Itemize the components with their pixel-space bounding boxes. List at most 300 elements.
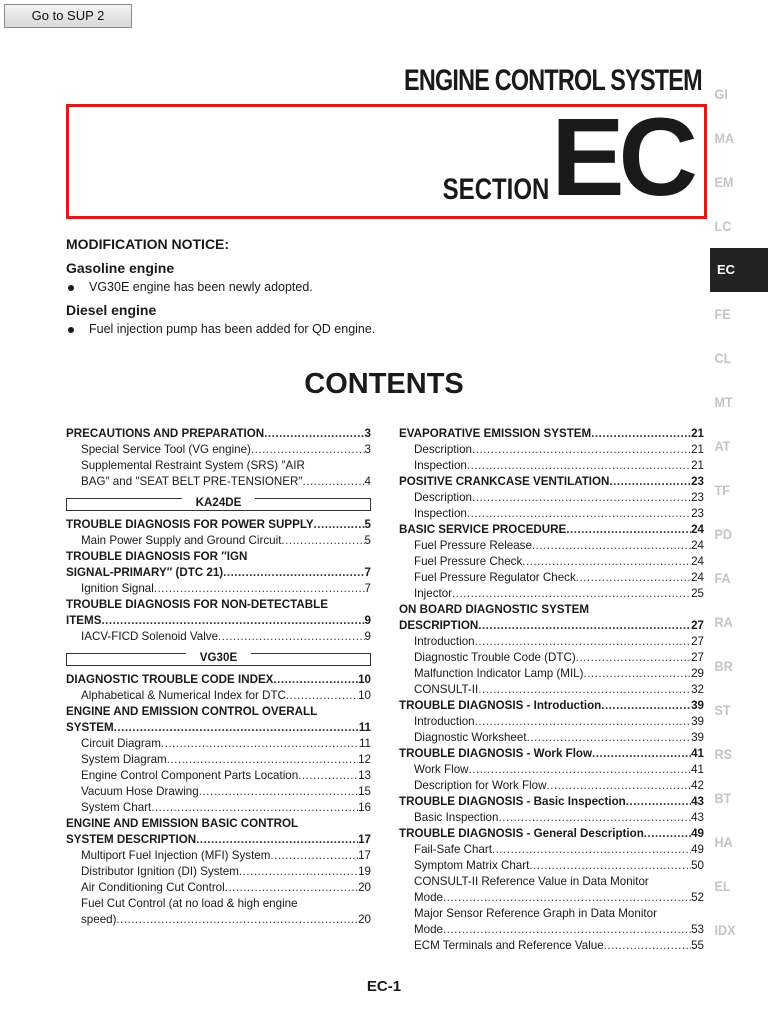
dot-leader (547, 778, 692, 794)
toc-title: Air Conditioning Cut Control (81, 881, 225, 894)
tab-gi[interactable]: GI (714, 86, 728, 102)
toc-title: Ignition Signal (81, 582, 154, 595)
toc-page: 20 (358, 881, 371, 894)
toc-heading[interactable] (399, 522, 704, 538)
toc-row (414, 810, 704, 826)
toc-page: 17 (358, 833, 371, 846)
toc-row (81, 848, 371, 864)
toc-page: 9 (364, 614, 371, 627)
notice-item: Fuel injection pump has been added for QD engine. (89, 322, 376, 336)
contents-heading: CONTENTS (304, 368, 464, 400)
dot-leader (273, 672, 358, 688)
engine-divider (66, 498, 371, 512)
toc-row (399, 618, 704, 634)
toc-row (399, 794, 704, 810)
toc-heading[interactable] (66, 549, 371, 565)
tab-el[interactable]: EL (714, 878, 731, 894)
toc-row (414, 778, 704, 794)
toc-row (66, 549, 371, 565)
toc-title: SYSTEM DESCRIPTION (66, 833, 197, 846)
toc-page: 27 (691, 651, 704, 664)
toc-row (66, 672, 371, 688)
divider-label: VG30E (186, 651, 251, 664)
toc-entry[interactable] (399, 650, 704, 666)
toc-title: TROUBLE DIAGNOSIS FOR NON-DETECTABLE (66, 598, 328, 611)
tab-st[interactable]: ST (714, 702, 731, 718)
dot-leader (443, 890, 691, 906)
dot-leader (478, 682, 691, 698)
dot-leader (452, 586, 691, 602)
toc-entry[interactable] (399, 458, 704, 474)
toc-row (81, 474, 371, 490)
toc-title: CONSULT-II Reference Value in Data Monitor (414, 875, 649, 888)
tab-ec[interactable]: EC (710, 248, 768, 292)
toc-entry[interactable] (66, 896, 371, 912)
toc-entry[interactable] (66, 533, 371, 549)
toc-title: Distributor Ignition (DI) System (81, 865, 239, 878)
toc-row (414, 890, 704, 906)
toc-title: Special Service Tool (VG engine) (81, 443, 251, 456)
bullet-icon (68, 327, 74, 333)
toc-title: TROUBLE DIAGNOSIS - Introduction (399, 699, 602, 712)
toc-entry[interactable] (399, 442, 704, 458)
toc-page: 9 (364, 630, 371, 643)
dot-leader (472, 490, 691, 506)
divider-label-wrap (66, 651, 371, 664)
toc-row (414, 538, 704, 554)
toc-entry[interactable] (66, 629, 371, 645)
toc-row (399, 698, 704, 714)
dot-leader (151, 800, 358, 816)
toc-title: Description (414, 443, 472, 456)
dot-leader (154, 581, 365, 597)
toc-page: 41 (691, 747, 704, 760)
toc-row (414, 714, 704, 730)
toc-entry[interactable] (399, 922, 704, 938)
toc-row (81, 736, 371, 752)
toc-heading[interactable] (66, 597, 371, 613)
toc-title: Alphabetical & Numerical Index for DTC (81, 689, 286, 702)
tab-rs[interactable]: RS (714, 746, 733, 762)
toc-page: 42 (691, 779, 704, 792)
toc-page: 10 (358, 689, 371, 702)
toc-entry[interactable] (399, 938, 704, 954)
toc-title: SIGNAL-PRIMARY″ (DTC 21) (66, 566, 224, 579)
toc-title: Fuel Pressure Check (414, 555, 523, 568)
dot-leader (576, 570, 691, 586)
dot-leader (644, 826, 691, 842)
tab-fe[interactable]: FE (714, 306, 731, 322)
dot-leader (167, 752, 358, 768)
toc-heading[interactable] (66, 832, 371, 848)
toc-page: 11 (358, 737, 371, 750)
toc-page: 23 (691, 475, 704, 488)
toc-page: 27 (691, 635, 704, 648)
section-banner (66, 96, 707, 219)
dot-leader (270, 848, 358, 864)
toc-title: TROUBLE DIAGNOSIS FOR POWER SUPPLY (66, 518, 314, 531)
toc-page: 19 (358, 865, 371, 878)
toc-entry[interactable] (399, 570, 704, 586)
toc-row (81, 864, 371, 880)
toc-entry[interactable] (399, 810, 704, 826)
toc-row (66, 597, 371, 613)
toc-row (81, 912, 371, 928)
dot-leader (199, 784, 358, 800)
toc-entry[interactable] (399, 762, 704, 778)
toc-title: Engine Control Component Parts Location (81, 769, 299, 782)
dot-leader (114, 720, 359, 736)
toc-page: 17 (358, 849, 371, 862)
dot-leader (626, 794, 691, 810)
toc-row (414, 586, 704, 602)
toc-heading[interactable] (399, 698, 704, 714)
toc-page: 41 (691, 763, 704, 776)
toc-page: 39 (691, 731, 704, 744)
dot-leader (469, 762, 692, 778)
toc-entry[interactable] (399, 666, 704, 682)
dot-leader (601, 698, 691, 714)
toc-row (81, 442, 371, 458)
toc-entry[interactable] (399, 730, 704, 746)
goto-sup-button[interactable]: Go to SUP 2 (4, 4, 132, 28)
toc-page: 12 (358, 753, 371, 766)
toc-entry[interactable] (399, 586, 704, 602)
dot-leader (592, 746, 691, 762)
toc-title: ITEMS (66, 614, 102, 627)
toc-page: 55 (691, 939, 704, 952)
toc-row (66, 613, 371, 629)
toc-page: 20 (358, 913, 371, 926)
toc-row (81, 800, 371, 816)
tab-idx[interactable]: IDX (714, 922, 736, 938)
dot-leader (609, 474, 691, 490)
toc-title: Work Flow (414, 763, 469, 776)
toc-heading[interactable] (399, 474, 704, 490)
toc-title: Symptom Matrix Chart (414, 859, 530, 872)
toc-page: 25 (691, 587, 704, 600)
toc-page: 32 (691, 683, 704, 696)
toc-row (414, 858, 704, 874)
dot-leader (281, 533, 364, 549)
dot-leader (196, 832, 358, 848)
toc-title: Basic Inspection (414, 811, 499, 824)
toc-entry[interactable] (399, 714, 704, 730)
section-label: SECTION (442, 173, 549, 206)
toc-entry[interactable] (399, 890, 704, 906)
notice-bullet (66, 280, 686, 294)
toc-row (414, 650, 704, 666)
dot-leader (298, 768, 358, 784)
toc-title: Description (414, 491, 472, 504)
toc-entry[interactable] (66, 864, 371, 880)
toc-row (81, 880, 371, 896)
toc-title: SYSTEM (66, 721, 114, 734)
toc-heading[interactable] (66, 704, 371, 720)
toc-entry[interactable] (66, 800, 371, 816)
toc-entry[interactable] (399, 778, 704, 794)
toc-title: System Diagram (81, 753, 167, 766)
toc-title: System Chart (81, 801, 152, 814)
toc-row (66, 720, 371, 736)
toc-row (399, 826, 704, 842)
toc-title: Mode (414, 891, 444, 904)
toc-entry[interactable] (399, 842, 704, 858)
toc-heading[interactable] (399, 826, 704, 842)
dot-leader (101, 613, 364, 629)
toc-title: Major Sensor Reference Graph in Data Monitor (414, 907, 657, 920)
dot-leader (522, 554, 691, 570)
toc-row (66, 426, 371, 442)
toc-row (81, 581, 371, 597)
toc-entry[interactable] (66, 688, 371, 704)
toc-title: DIAGNOSTIC TROUBLE CODE INDEX (66, 673, 274, 686)
toc-entry[interactable] (66, 752, 371, 768)
tab-ma[interactable]: MA (714, 130, 735, 146)
toc-page: 24 (691, 555, 704, 568)
dot-leader (225, 880, 358, 896)
toc-row (66, 816, 371, 832)
toc-entry[interactable] (399, 682, 704, 698)
toc-title: speed) (81, 913, 117, 926)
toc-title: ENGINE AND EMISSION CONTROL OVERALL (66, 705, 318, 718)
page-number: EC-1 (366, 978, 402, 995)
toc-row (81, 896, 371, 912)
toc-page: 24 (691, 571, 704, 584)
dot-leader (218, 629, 365, 645)
toc-title: Main Power Supply and Ground Circuit (81, 534, 282, 547)
toc-title: PRECAUTIONS AND PREPARATION (66, 427, 265, 440)
tab-fa[interactable]: FA (714, 570, 731, 586)
dot-leader (303, 474, 365, 490)
toc-title: Circuit Diagram (81, 737, 161, 750)
toc-row (399, 522, 704, 538)
toc-row (81, 533, 371, 549)
toc-row (414, 922, 704, 938)
toc-page: 21 (691, 427, 704, 440)
toc-heading[interactable] (66, 517, 371, 533)
toc-page: 52 (691, 891, 704, 904)
toc-heading[interactable] (66, 613, 371, 629)
toc-heading[interactable] (399, 426, 704, 442)
toc-title: Injector (414, 587, 453, 600)
dot-leader (239, 864, 358, 880)
toc-row (414, 666, 704, 682)
toc-title: Multiport Fuel Injection (MFI) System (81, 849, 271, 862)
toc-entry[interactable] (399, 874, 704, 890)
toc-row (81, 458, 371, 474)
page-title: ENGINE CONTROL SYSTEM (404, 64, 702, 97)
toc-entry[interactable] (66, 784, 371, 800)
toc-title: Inspection (414, 459, 467, 472)
toc-page: 21 (691, 459, 704, 472)
toc-row (414, 570, 704, 586)
dot-leader (161, 736, 359, 752)
toc-page: 50 (691, 859, 704, 872)
dot-leader (467, 506, 691, 522)
toc-row (414, 762, 704, 778)
notice-heading: MODIFICATION NOTICE: (66, 236, 230, 252)
toc-heading[interactable] (66, 816, 371, 832)
toc-entry[interactable] (66, 474, 371, 490)
toc-page: 13 (358, 769, 371, 782)
dot-leader (478, 618, 691, 634)
toc-page: 10 (358, 673, 371, 686)
dot-leader (527, 730, 692, 746)
toc-row (414, 682, 704, 698)
toc-entry[interactable] (399, 906, 704, 922)
divider-label-wrap (66, 496, 371, 509)
toc-title: Introduction (414, 715, 475, 728)
toc-page: 23 (691, 491, 704, 504)
toc-heading[interactable] (66, 565, 371, 581)
toc-page: 3 (364, 427, 371, 440)
tab-bt[interactable]: BT (714, 790, 732, 806)
dot-leader (498, 810, 691, 826)
toc-right-column (399, 426, 704, 954)
toc-entry[interactable] (399, 538, 704, 554)
toc-title: ENGINE AND EMISSION BASIC CONTROL (66, 817, 299, 830)
toc-title: BASIC SERVICE PROCEDURE (399, 523, 567, 536)
toc-page: 49 (691, 843, 704, 856)
toc-title: Introduction (414, 635, 475, 648)
toc-row (399, 746, 704, 762)
toc-title: Vacuum Hose Drawing (81, 785, 199, 798)
toc-heading[interactable] (66, 426, 371, 442)
toc-title: Supplemental Restraint System (SRS) ″AIR (81, 459, 305, 472)
toc-entry[interactable] (66, 442, 371, 458)
notice-group-title: Gasoline engine (66, 260, 175, 276)
dot-leader (591, 426, 691, 442)
toc-row (414, 730, 704, 746)
tab-at[interactable]: AT (714, 438, 731, 454)
toc-page: 7 (364, 582, 371, 595)
toc-row (414, 458, 704, 474)
toc-row (414, 442, 704, 458)
toc-title: Inspection (414, 507, 467, 520)
toc-page: 29 (691, 667, 704, 680)
toc-heading[interactable] (66, 672, 371, 688)
toc-row (66, 565, 371, 581)
dot-leader (475, 634, 692, 650)
toc-page: 5 (364, 534, 371, 547)
toc-entry[interactable] (66, 768, 371, 784)
toc-entry[interactable] (399, 634, 704, 650)
dot-leader (576, 650, 691, 666)
section-tabs (710, 72, 768, 952)
toc-title: BAG″ and ″SEAT BELT PRE-TENSIONER″ (81, 475, 303, 488)
dot-leader (604, 938, 691, 954)
toc-heading[interactable] (399, 602, 704, 618)
toc-page: 15 (358, 785, 371, 798)
toc-row (81, 629, 371, 645)
toc-entry[interactable] (66, 880, 371, 896)
tab-br[interactable]: BR (714, 658, 733, 674)
toc-page: 11 (358, 721, 371, 734)
toc-row (81, 752, 371, 768)
tab-ra[interactable]: RA (714, 614, 733, 630)
toc-title: Description for Work Flow (414, 779, 547, 792)
toc-title: IACV-FICD Solenoid Valve (81, 630, 219, 643)
section-code: EC (551, 96, 692, 219)
toc-page: 21 (691, 443, 704, 456)
toc-entry[interactable] (399, 506, 704, 522)
divider-label: KA24DE (182, 496, 256, 509)
toc-row (81, 688, 371, 704)
engine-divider (66, 653, 371, 667)
toc-title: Malfunction Indicator Lamp (MIL) (414, 667, 584, 680)
toc-entry[interactable] (399, 490, 704, 506)
toc-heading[interactable] (399, 746, 704, 762)
toc-page: 16 (358, 801, 371, 814)
toc-title: DESCRIPTION (399, 619, 479, 632)
toc-page: 5 (364, 518, 371, 531)
toc-page: 43 (691, 795, 704, 808)
toc-title: EVAPORATIVE EMISSION SYSTEM (399, 427, 592, 440)
dot-leader (529, 858, 691, 874)
toc-heading[interactable] (399, 794, 704, 810)
notice-item: VG30E engine has been newly adopted. (89, 280, 313, 294)
tab-pd[interactable]: PD (714, 526, 733, 542)
dot-leader (264, 426, 364, 442)
toc-left-column (66, 426, 371, 928)
toc-heading[interactable] (66, 720, 371, 736)
toc-page: 43 (691, 811, 704, 824)
toc-row (414, 874, 704, 890)
tab-mt[interactable]: MT (714, 394, 733, 410)
toc-page: 23 (691, 507, 704, 520)
dot-leader (566, 522, 691, 538)
tab-ha[interactable]: HA (714, 834, 733, 850)
toc-title: TROUBLE DIAGNOSIS FOR ″IGN (66, 550, 248, 563)
toc-entry[interactable] (399, 858, 704, 874)
toc-entry[interactable] (66, 736, 371, 752)
toc-title: Fuel Pressure Regulator Check (414, 571, 576, 584)
tab-em[interactable]: EM (714, 174, 734, 190)
dot-leader (467, 458, 691, 474)
dot-leader (443, 922, 691, 938)
tab-lc[interactable]: LC (714, 218, 732, 234)
toc-row (414, 634, 704, 650)
toc-row (399, 602, 704, 618)
toc-entry[interactable] (399, 554, 704, 570)
toc-page: 49 (691, 827, 704, 840)
tab-cl[interactable]: CL (714, 350, 732, 366)
toc-entry[interactable] (66, 458, 371, 474)
toc-title: TROUBLE DIAGNOSIS - Work Flow (399, 747, 593, 760)
toc-heading[interactable] (399, 618, 704, 634)
toc-title: Fuel Pressure Release (414, 539, 532, 552)
toc-title: CONSULT-II (414, 683, 479, 696)
toc-entry[interactable] (66, 848, 371, 864)
toc-page: 4 (364, 475, 371, 488)
toc-page: 7 (364, 566, 371, 579)
notice-bullet (66, 322, 686, 336)
toc-row (414, 906, 704, 922)
toc-page: 53 (691, 923, 704, 936)
dot-leader (583, 666, 691, 682)
tab-tf[interactable]: TF (714, 482, 730, 498)
dot-leader (475, 714, 692, 730)
toc-page: 24 (691, 539, 704, 552)
toc-title: TROUBLE DIAGNOSIS - Basic Inspection (399, 795, 626, 808)
toc-row (399, 426, 704, 442)
toc-title: Fuel Cut Control (at no load & high engine (81, 897, 298, 910)
toc-page: 39 (691, 715, 704, 728)
toc-row (81, 768, 371, 784)
toc-entry[interactable] (66, 912, 371, 928)
toc-entry[interactable] (66, 581, 371, 597)
